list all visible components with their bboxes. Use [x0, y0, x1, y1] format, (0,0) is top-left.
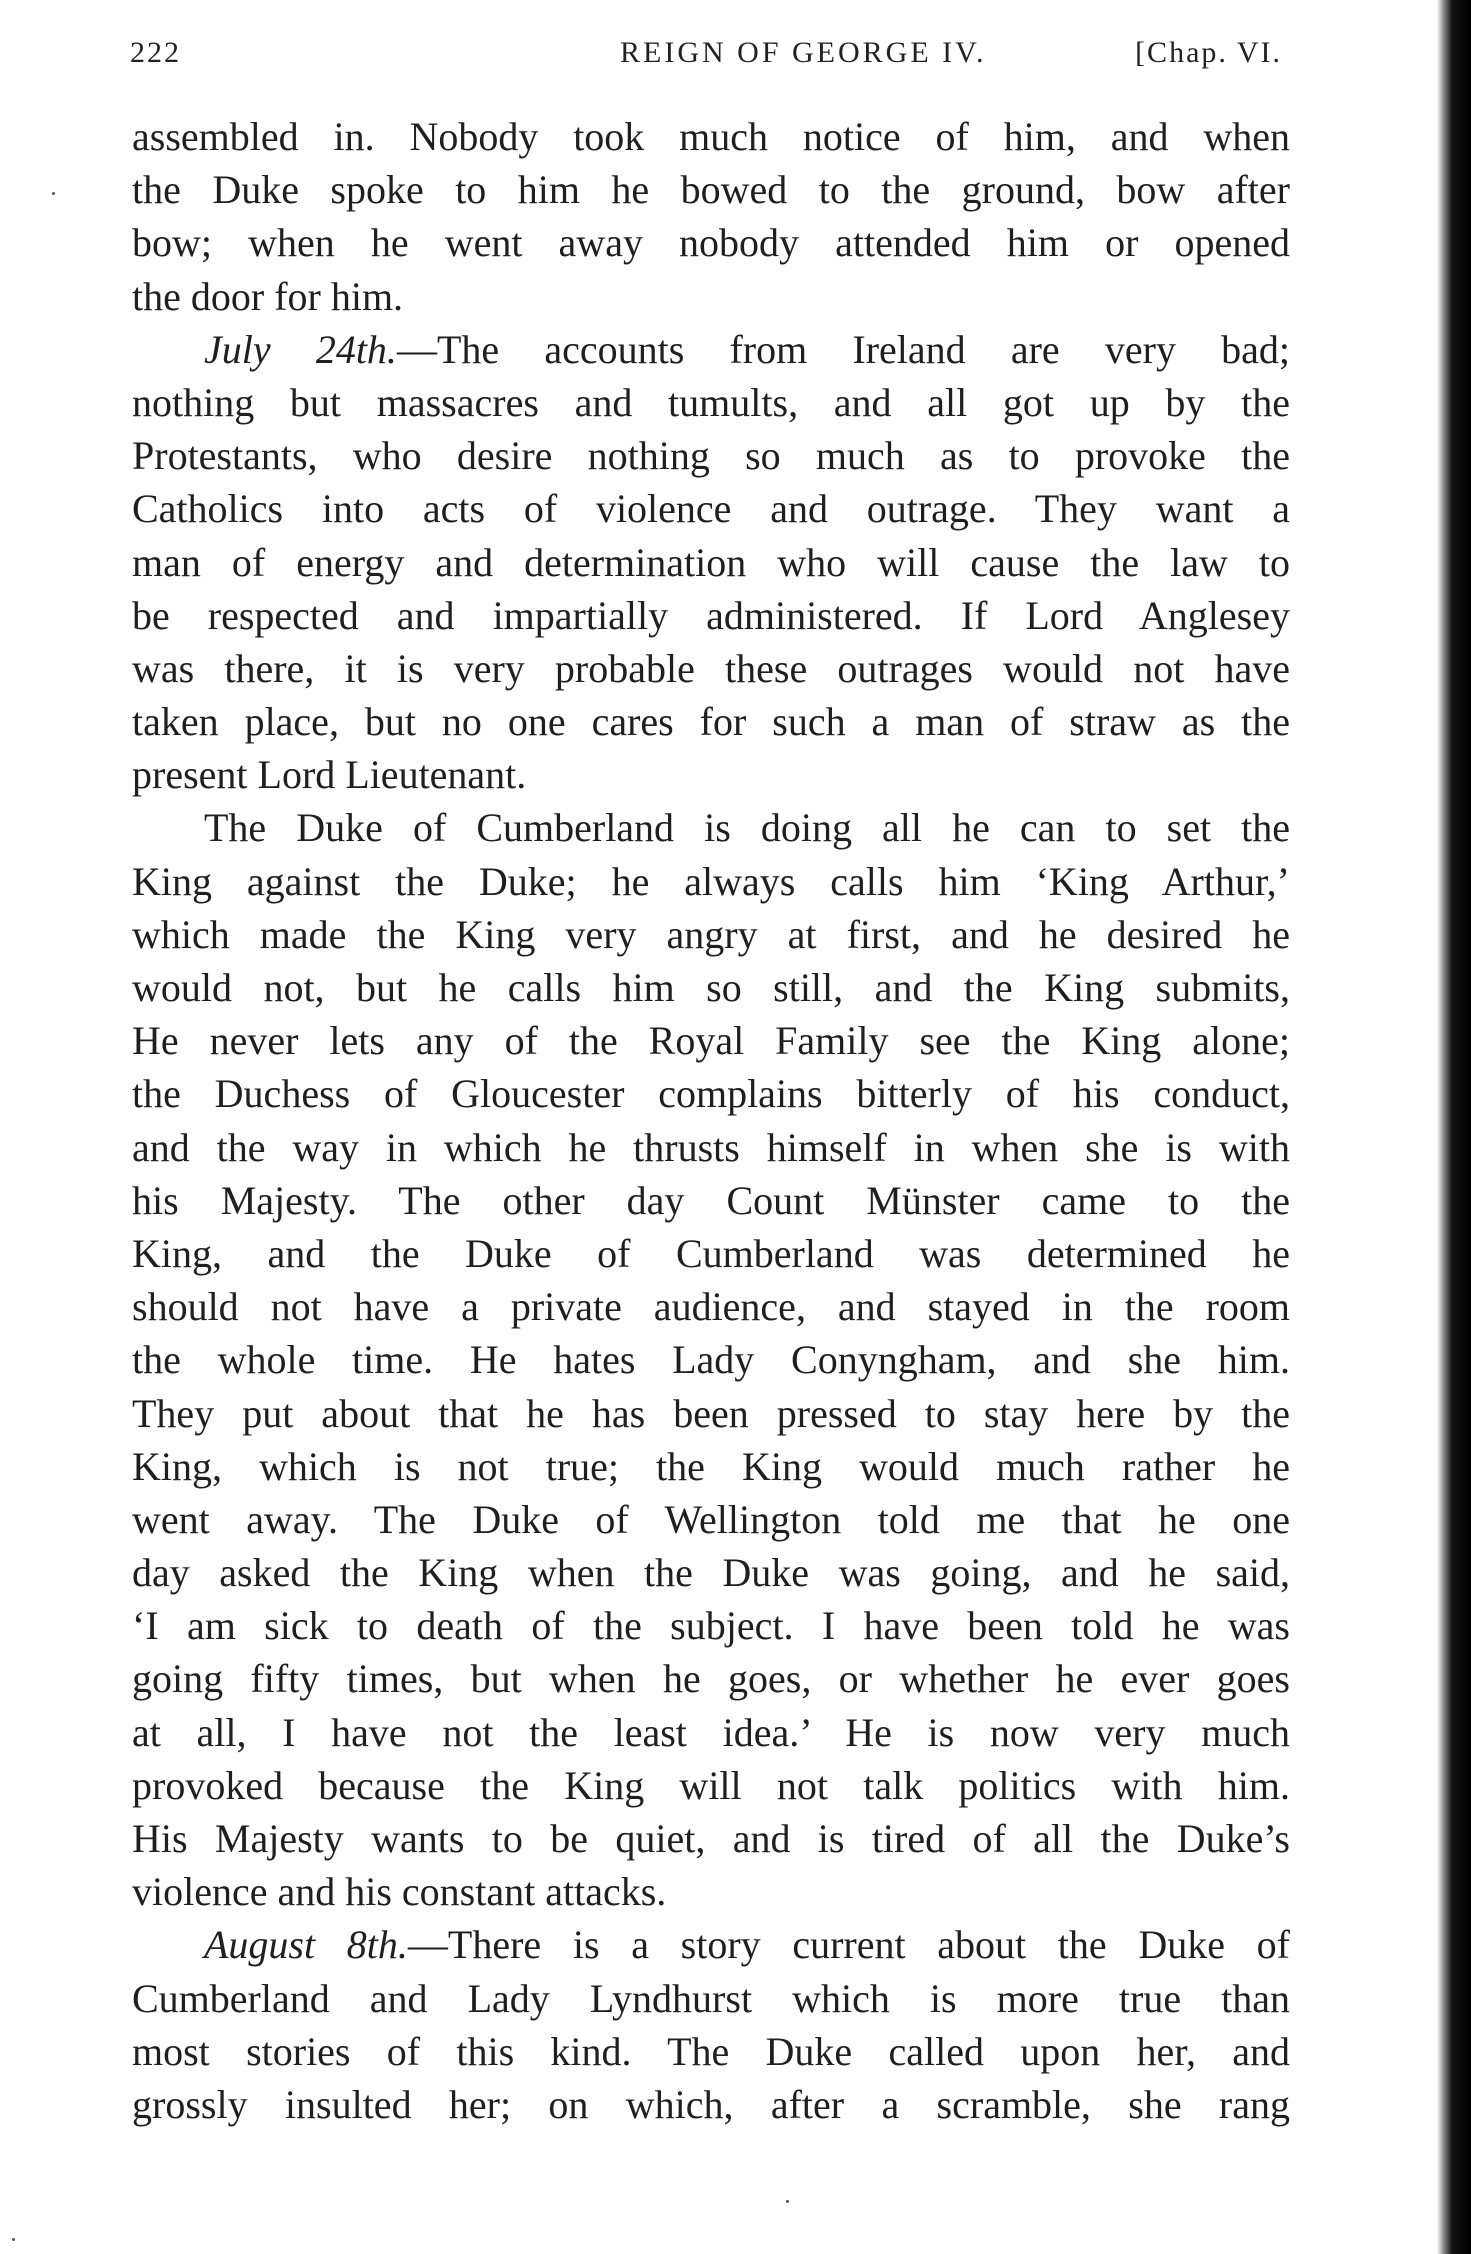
- line-text: at all, I have not the least idea.’ He is now very much: [132, 1709, 1290, 1755]
- line-text: provoked because the King will not talk politics with him.: [132, 1762, 1290, 1808]
- text-line: [132, 961, 1290, 1014]
- text-line: [132, 589, 1290, 642]
- text-line: [132, 1918, 1290, 1971]
- line-text: would not, but he calls him so still, and the King submits,: [132, 965, 1290, 1010]
- print-speck: [52, 192, 55, 195]
- line-text: most stories of this kind. The Duke called upon her, and: [132, 2028, 1290, 2074]
- print-speck: [12, 2238, 15, 2241]
- line-text: went away. The Duke of Wellington told me that he one: [132, 1496, 1290, 1542]
- text-line: [132, 1865, 1290, 1918]
- text-line: [132, 323, 1290, 376]
- text-line: [132, 482, 1290, 535]
- text-line: [132, 1652, 1290, 1705]
- text-line: [132, 536, 1290, 589]
- text-line: [132, 429, 1290, 482]
- line-text: Catholics into acts of violence and outrage. They want a: [132, 486, 1290, 532]
- text-line: [132, 163, 1290, 216]
- running-header: [130, 30, 1290, 90]
- line-text: his Majesty. The other day Count Münster came to the: [132, 1177, 1290, 1223]
- text-line: [132, 1387, 1290, 1440]
- line-text: Protestants, who desire nothing so much as to provoke the: [132, 433, 1290, 479]
- line-text: the door for him.: [132, 273, 404, 319]
- text-line: [132, 1227, 1290, 1280]
- text-line: [132, 1706, 1290, 1759]
- line-text: violence and his constant attacks.: [132, 1869, 667, 1915]
- text-line: [132, 642, 1290, 695]
- line-text: which made the King very angry at first, and he desired he: [132, 911, 1290, 957]
- line-text: assembled in. Nobody took much notice of him, and when: [132, 114, 1290, 159]
- line-text: He never lets any of the Royal Family see the King alone;: [132, 1018, 1290, 1064]
- line-text: nothing but massacres and tumults, and all got up by the: [132, 379, 1290, 425]
- line-text: grossly insulted her; on which, after a scramble, she rang: [132, 2081, 1290, 2127]
- line-text: the Duchess of Gloucester complains bitterly of his conduct,: [132, 1071, 1290, 1117]
- line-text: bow; when he went away nobody attended him or opened: [132, 220, 1290, 266]
- text-line: [132, 1759, 1290, 1812]
- text-line: [132, 908, 1290, 961]
- line-text: The Duke of Cumberland is doing all he can to set the: [204, 805, 1290, 851]
- text-line: [132, 1599, 1290, 1652]
- line-text: was there, it is very probable these outrages would not have: [132, 645, 1290, 691]
- line-text: King against the Duke; he always calls him ‘King Arthur,’: [132, 858, 1290, 904]
- entry-date: August 8th.: [204, 1922, 408, 1968]
- line-text: man of energy and determination who will cause the law to: [132, 539, 1290, 585]
- text-line: [132, 270, 1290, 323]
- line-text: King, which is not true; the King would much rather he: [132, 1443, 1290, 1489]
- line-text: day asked the King when the Duke was going, and he said,: [132, 1550, 1290, 1596]
- line-text: the Duke spoke to him he bowed to the ground, bow after: [132, 167, 1290, 213]
- page-edge-shadow: [1437, 0, 1471, 2254]
- running-title: REIGN OF GEORGE IV.: [620, 36, 987, 69]
- entry-date: July 24th.: [204, 326, 397, 372]
- line-text: ‘I am sick to death of the subject. I have been told he was: [132, 1603, 1290, 1649]
- page-number: 222: [130, 36, 181, 69]
- text-line: [132, 1280, 1290, 1333]
- print-speck: [786, 2200, 789, 2203]
- text-line: [132, 801, 1290, 854]
- text-line: [132, 110, 1290, 163]
- line-text: and the way in which he thrusts himself in when she is with: [132, 1124, 1290, 1170]
- text-line: [132, 1174, 1290, 1227]
- text-line: [132, 1440, 1290, 1493]
- line-text: They put about that he has been pressed to stay here by the: [132, 1390, 1290, 1436]
- text-line: [132, 376, 1290, 429]
- text-line: [132, 1493, 1290, 1546]
- line-text: King, and the Duke of Cumberland was determined he: [132, 1230, 1290, 1276]
- line-text: —The accounts from Ireland are very bad;: [396, 326, 1291, 372]
- text-line: [132, 1812, 1290, 1865]
- text-line: [132, 748, 1290, 801]
- text-line: [132, 1067, 1290, 1120]
- chapter-label: [Chap. VI.: [1135, 36, 1282, 69]
- line-text: His Majesty wants to be quiet, and is tired of all the Duke’s: [132, 1816, 1290, 1861]
- line-text: should not have a private audience, and stayed in the room: [132, 1284, 1290, 1330]
- text-line: [132, 2025, 1290, 2078]
- text-line: [132, 216, 1290, 269]
- line-text: —There is a story current about the Duke of: [407, 1922, 1290, 1968]
- text-line: [132, 855, 1290, 908]
- text-line: [132, 1121, 1290, 1174]
- line-text: be respected and impartially administered. If Lord Anglesey: [132, 592, 1290, 638]
- line-text: going fifty times, but when he goes, or whether he ever goes: [132, 1656, 1290, 1702]
- text-line: [132, 2078, 1290, 2131]
- line-text: taken place, but no one cares for such a man of straw as the: [132, 699, 1290, 745]
- page-body-text: [132, 110, 1290, 2131]
- text-line: [132, 695, 1290, 748]
- line-text: present Lord Lieutenant.: [132, 752, 527, 798]
- text-line: [132, 1546, 1290, 1599]
- text-line: [132, 1972, 1290, 2025]
- line-text: the whole time. He hates Lady Conyngham, and she him.: [132, 1337, 1290, 1383]
- text-line: [132, 1333, 1290, 1386]
- text-line: [132, 1014, 1290, 1067]
- line-text: Cumberland and Lady Lyndhurst which is more true than: [132, 1975, 1290, 2021]
